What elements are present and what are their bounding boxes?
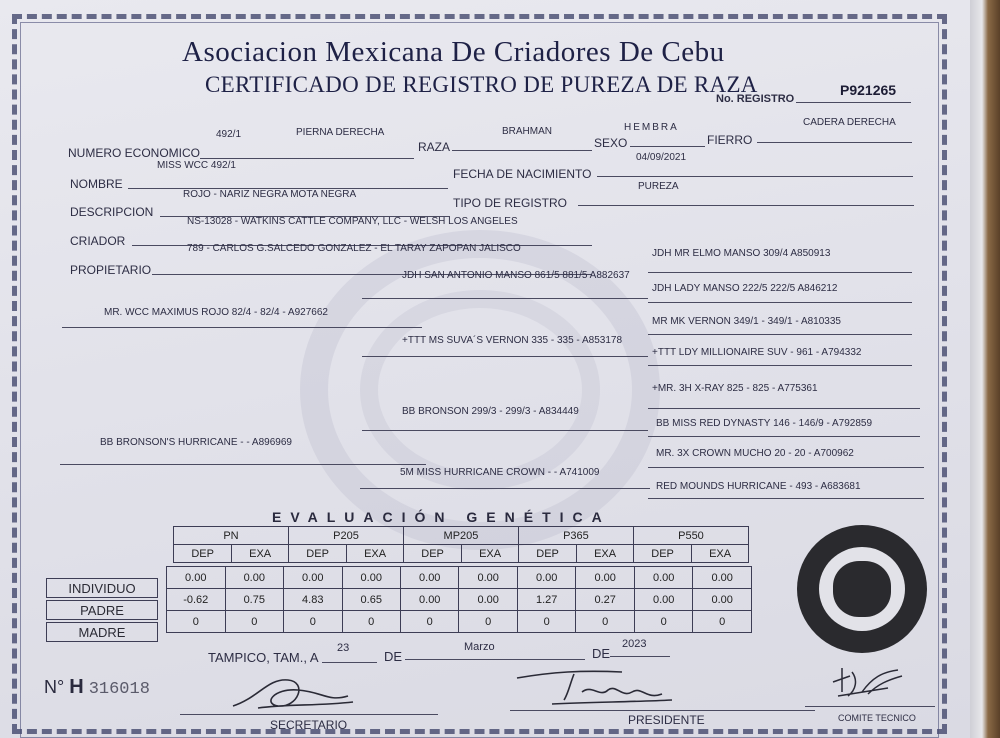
eval-cell: 4.83: [284, 589, 342, 611]
pedigree-sdd: +TTT LDY MILLIONAIRE SUV - 961 - A794332: [652, 347, 862, 358]
row-label-padre: PADRE: [46, 600, 158, 620]
eval-sub-1-0: DEP: [288, 545, 346, 563]
descripcion-value: ROJO - NARIZ NEGRA MOTA NEGRA: [183, 189, 357, 200]
association-seal: [797, 525, 927, 653]
eval-cell: 0.00: [342, 567, 400, 589]
eval-cell: 0.00: [693, 567, 752, 589]
certificate-title: CERTIFICADO DE REGISTRO DE PUREZA DE RAZA: [205, 72, 758, 97]
eval-cell: 0: [225, 611, 283, 633]
comite-signature: [828, 662, 908, 706]
date-year: 2023: [622, 638, 647, 650]
watermark-seal-inner: [360, 290, 600, 490]
eval-cell: 0: [342, 611, 400, 633]
evaluation-title: EVALUACIÓN GENÉTICA: [272, 509, 611, 525]
eval-group-4: P550: [633, 527, 748, 545]
eval-sub-0-0: DEP: [174, 545, 232, 563]
de-label-1: DE: [384, 649, 403, 664]
secretario-signature: [228, 668, 358, 716]
eval-cell: 0: [634, 611, 692, 633]
eval-sub-0-1: EXA: [232, 545, 289, 563]
eval-cell: -0.62: [167, 589, 226, 611]
de-label-2: DE: [592, 646, 611, 661]
criador-value: NS-13028 - WATKINS CATTLE COMPANY, LLC - WELSH LOS ANGELES: [187, 216, 518, 227]
eval-group-0: PN: [174, 527, 289, 545]
eval-cell: 0.00: [284, 567, 342, 589]
eval-cell: 0.00: [693, 589, 752, 611]
eval-cell: 0.75: [225, 589, 283, 611]
eval-sub-1-1: EXA: [347, 545, 404, 563]
eval-sub-2-1: EXA: [462, 545, 519, 563]
fierro-label: FIERRO: [707, 133, 753, 147]
numero-economico-value: 492/1: [216, 129, 242, 140]
propietario-value: 789 - CARLOS G.SALCEDO GONZALEZ - EL TARAY ZAPOPAN JALISCO: [187, 243, 521, 254]
eval-cell: 0.65: [342, 589, 400, 611]
pedigree-dam-dam: 5M MISS HURRICANE CROWN - - A741009: [400, 467, 600, 478]
eval-cell: 0: [517, 611, 575, 633]
date-day: 23: [337, 642, 350, 654]
pedigree-dss: +MR. 3H X-RAY 825 - 825 - A775361: [652, 383, 818, 394]
eval-sub-4-1: EXA: [692, 545, 749, 563]
background-edge: [970, 0, 1000, 738]
fierro-value: CADERA DERECHA: [803, 117, 896, 128]
eval-sub-3-1: EXA: [577, 545, 634, 563]
pedigree-sds: MR MK VERNON 349/1 - 349/1 - A810335: [652, 316, 841, 327]
secretario-label: SECRETARIO: [270, 718, 348, 732]
fecha-label: FECHA DE NACIMIENTO: [453, 167, 592, 181]
eval-cell: 0.00: [634, 567, 692, 589]
eval-cell: 0: [459, 611, 517, 633]
eval-group-3: P365: [518, 527, 633, 545]
pedigree-sire-dam: +TTT MS SUVA´S VERNON 335 - 335 - A853178: [402, 335, 622, 346]
comite-label: COMITE TECNICO: [838, 713, 916, 723]
raza-value: BRAHMAN: [502, 126, 553, 137]
eval-cell: 0: [167, 611, 226, 633]
eval-row: [167, 589, 752, 611]
nombre-label: NOMBRE: [70, 177, 123, 191]
pierna-value: PIERNA DERECHA: [296, 127, 385, 138]
tipo-value: PUREZA: [638, 181, 679, 192]
eval-sub-3-0: DEP: [518, 545, 576, 563]
eval-cell: 0: [693, 611, 752, 633]
eval-cell: 0: [284, 611, 342, 633]
pedigree-dam-sire: BB BRONSON 299/3 - 299/3 - A834449: [402, 406, 579, 417]
numero-economico-label: NUMERO ECONOMICO: [68, 146, 200, 160]
eval-group-2: MP205: [403, 527, 518, 545]
row-label-madre: MADRE: [46, 622, 158, 642]
propietario-label: PROPIETARIO: [70, 263, 152, 277]
eval-sub-2-0: DEP: [403, 545, 461, 563]
pedigree-sire-sire: JDH SAN ANTONIO MANSO 861/5 881/5 A882637: [402, 270, 630, 281]
evaluation-header: [173, 526, 749, 563]
sexo-label: SEXO: [594, 136, 628, 150]
eval-cell: 0.00: [634, 589, 692, 611]
eval-cell: 0.00: [167, 567, 226, 589]
org-title: Asociacion Mexicana De Criadores De Cebu: [182, 36, 725, 68]
certificate-number: N° H 316018: [44, 676, 150, 699]
eval-cell: 0.00: [517, 567, 575, 589]
presidente-signature: [512, 664, 682, 708]
pedigree-dsd: BB MISS RED DYNASTY 146 - 146/9 - A792859: [656, 418, 873, 429]
row-label-individuo: INDIVIDUO: [46, 578, 158, 598]
criador-label: CRIADOR: [70, 234, 126, 248]
pedigree-sss: JDH MR ELMO MANSO 309/4 A850913: [652, 248, 831, 259]
eval-cell: 0: [400, 611, 458, 633]
tipo-label: TIPO DE REGISTRO: [453, 196, 568, 210]
eval-cell: 1.27: [517, 589, 575, 611]
descripcion-label: DESCRIPCION: [70, 205, 154, 219]
eval-cell: 0.00: [459, 589, 517, 611]
eval-cell: 0.00: [459, 567, 517, 589]
eval-cell: 0.00: [576, 567, 634, 589]
date-month: Marzo: [464, 641, 495, 653]
eval-cell: 0: [576, 611, 634, 633]
eval-cell: 0.00: [400, 567, 458, 589]
eval-sub-4-0: DEP: [633, 545, 691, 563]
sexo-value: HEMBRA: [624, 122, 679, 133]
eval-cell: 0.00: [400, 589, 458, 611]
reg-number: P921265: [840, 82, 897, 98]
pedigree-sire: MR. WCC MAXIMUS ROJO 82/4 - 82/4 - A927662: [104, 307, 328, 318]
nombre-value: MISS WCC 492/1: [157, 160, 236, 171]
eval-cell: 0.00: [225, 567, 283, 589]
eval-row: [167, 567, 752, 589]
fecha-value: 04/09/2021: [636, 152, 687, 163]
presidente-label: PRESIDENTE: [628, 713, 705, 727]
place-label: TAMPICO, TAM., A: [208, 650, 319, 665]
eval-row: [167, 611, 752, 633]
pedigree-ssd: JDH LADY MANSO 222/5 222/5 A846212: [652, 283, 838, 294]
pedigree-dam: BB BRONSON'S HURRICANE - - A896969: [100, 437, 292, 448]
reg-label: No. REGISTRO: [716, 93, 795, 105]
eval-group-1: P205: [288, 527, 403, 545]
evaluation-table: [166, 566, 752, 633]
pedigree-ddd: RED MOUNDS HURRICANE - 493 - A683681: [656, 481, 861, 492]
raza-label: RAZA: [418, 140, 451, 154]
eval-cell: 0.27: [576, 589, 634, 611]
pedigree-dds: MR. 3X CROWN MUCHO 20 - 20 - A700962: [656, 448, 854, 459]
